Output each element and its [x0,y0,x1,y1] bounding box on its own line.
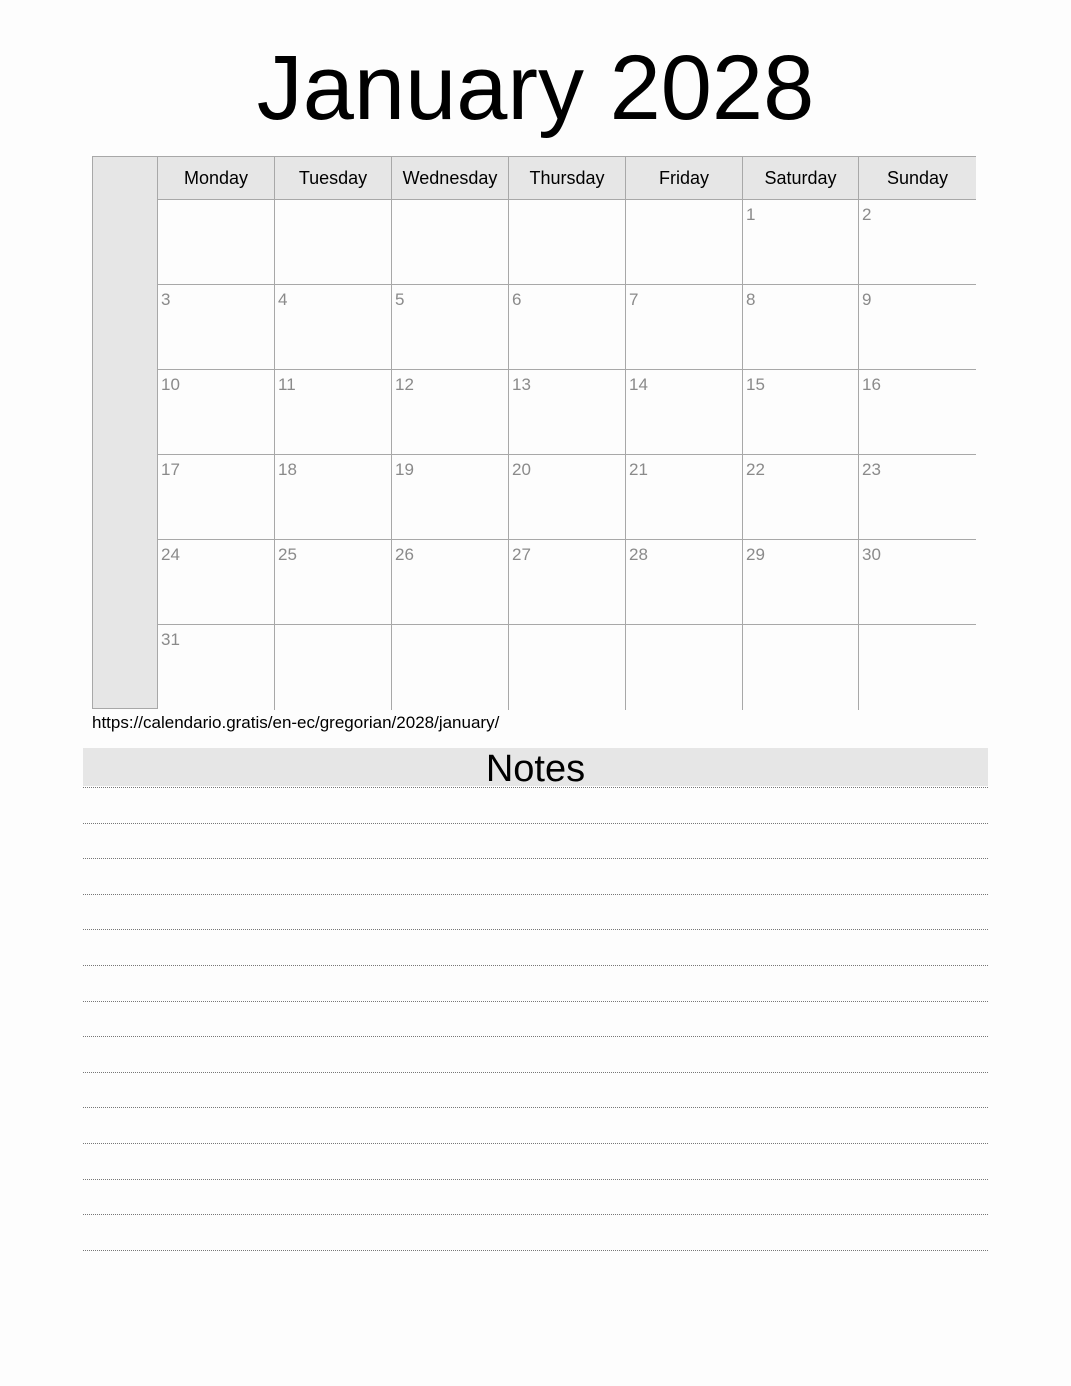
day-number: 26 [395,545,414,564]
day-number: 4 [278,290,288,309]
day-cell [392,200,509,285]
day-number: 25 [278,545,297,564]
day-number: 27 [512,545,531,564]
notes-line [83,1036,988,1037]
day-cell [275,200,392,285]
day-cell [743,370,859,455]
day-cell [509,540,626,625]
day-number: 6 [512,290,522,309]
day-cell [626,370,743,455]
notes-line [83,1250,988,1251]
notes-line [83,1001,988,1002]
source-url-link[interactable]: https://calendario.gratis/en-ec/gregorian/2028/january/ [92,713,500,732]
day-cell [626,540,743,625]
day-number: 1 [746,205,756,224]
day-number: 5 [395,290,405,309]
day-cell [743,200,859,285]
day-cell [626,455,743,540]
weekday-header-monday: Monday [158,157,275,200]
day-number: 20 [512,460,531,479]
day-cell [275,540,392,625]
day-cell [509,625,626,710]
day-number: 9 [862,290,872,309]
day-cell [743,455,859,540]
week-number-column [93,157,158,708]
day-cell [859,540,976,625]
day-cell [509,455,626,540]
day-cell [275,625,392,710]
day-number: 18 [278,460,297,479]
day-cell [509,200,626,285]
notes-line [83,1179,988,1180]
day-cell [859,625,976,710]
notes-line [83,858,988,859]
day-cell [158,370,275,455]
day-number: 12 [395,375,414,394]
day-number: 8 [746,290,756,309]
day-number: 28 [629,545,648,564]
day-number: 29 [746,545,765,564]
notes-line [83,894,988,895]
weekday-header-wednesday: Wednesday [392,157,509,200]
notes-line [83,929,988,930]
notes-line [83,1143,988,1144]
day-cell [392,540,509,625]
day-number: 15 [746,375,765,394]
day-cell [158,285,275,370]
day-cell [859,200,976,285]
day-cell [743,625,859,710]
day-cell [626,200,743,285]
notes-heading: Notes [83,748,988,786]
day-cell [275,285,392,370]
day-cell [158,455,275,540]
day-number: 13 [512,375,531,394]
notes-line [83,1214,988,1215]
day-number: 7 [629,290,639,309]
day-cell [158,540,275,625]
day-cell [392,625,509,710]
notes-line [83,787,988,788]
day-cell [392,370,509,455]
calendar-grid [158,157,975,708]
weekday-header-friday: Friday [626,157,743,200]
day-number: 16 [862,375,881,394]
weekday-header-saturday: Saturday [743,157,859,200]
day-cell [859,285,976,370]
day-cell [275,370,392,455]
notes-line [83,1072,988,1073]
day-cell [509,370,626,455]
day-cell [859,455,976,540]
day-cell [392,285,509,370]
day-number: 17 [161,460,180,479]
day-cell [859,370,976,455]
day-cell [743,540,859,625]
notes-line [83,823,988,824]
weekday-header-tuesday: Tuesday [275,157,392,200]
day-number: 11 [278,375,296,394]
day-cell [626,285,743,370]
day-number: 21 [629,460,648,479]
day-number: 19 [395,460,414,479]
day-cell [158,625,275,710]
notes-line [83,1107,988,1108]
day-cell [158,200,275,285]
day-number: 30 [862,545,881,564]
day-cell [509,285,626,370]
day-number: 23 [862,460,881,479]
day-number: 10 [161,375,180,394]
day-number: 31 [161,630,180,649]
day-cell [743,285,859,370]
day-number: 22 [746,460,765,479]
page-title: January 2028 [256,37,815,139]
weekday-header-sunday: Sunday [859,157,976,200]
day-cell [626,625,743,710]
notes-line [83,965,988,966]
calendar-table [92,156,976,709]
day-cell [275,455,392,540]
day-number: 2 [862,205,872,224]
day-number: 24 [161,545,180,564]
weekday-header-thursday: Thursday [509,157,626,200]
day-number: 3 [161,290,171,309]
day-cell [392,455,509,540]
day-number: 14 [629,375,648,394]
